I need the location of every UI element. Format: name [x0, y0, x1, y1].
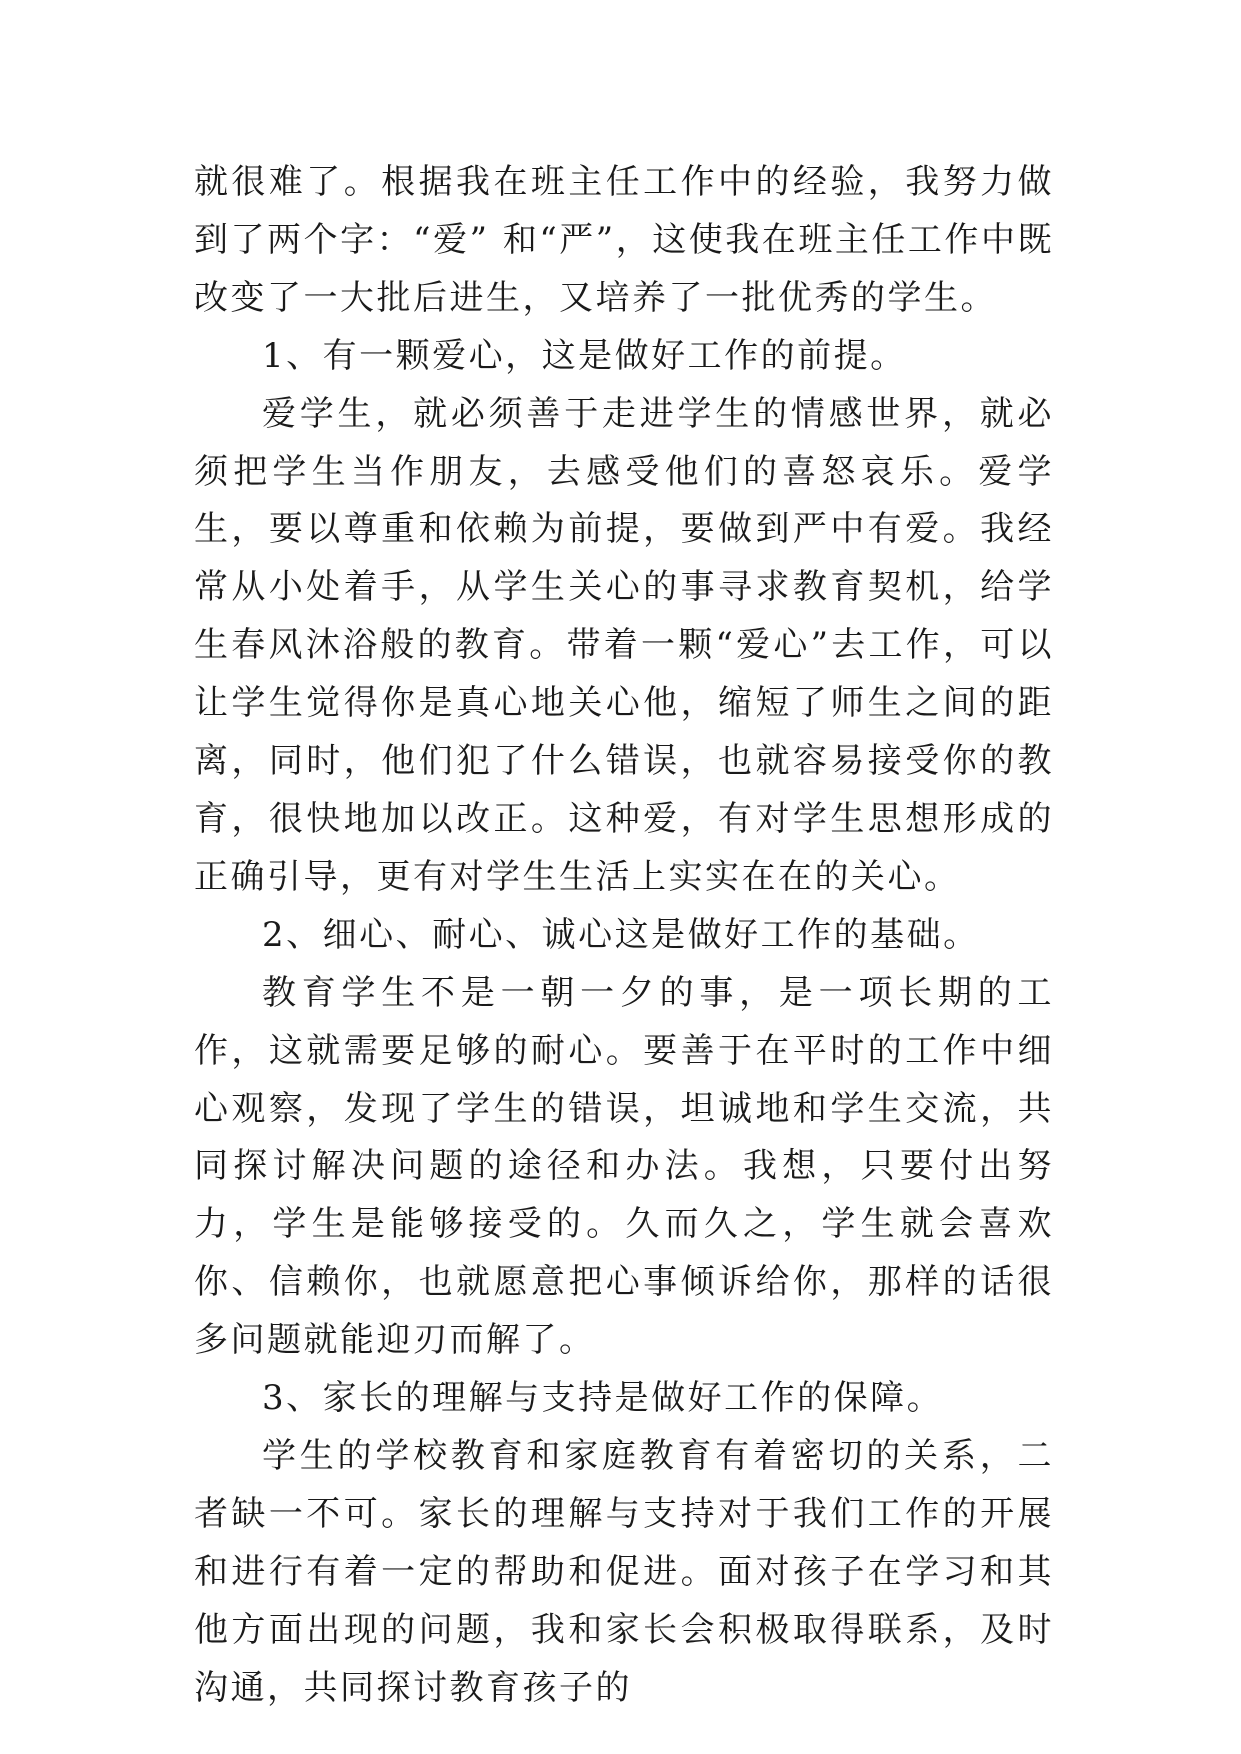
paragraph-continuation: 就很难了。根据我在班主任工作中的经验，我努力做到了两个字：“爱” 和“严”，这使我在班主任工作中既改变了一大批后进生，又培养了一批优秀的学生。 — [194, 162, 1054, 318]
paragraph-love: 爱学生，就必须善于走进学生的情感世界，就必须把学生当作朋友，去感受他们的喜怒哀乐。爱学生，要以尊重和依赖为前提，要做到严中有爱。我经常从小处着手，从学生关心的事寻求教育契机，给学生春风沐浴般的教育。带着一颗“爱心”去工作，可以让学生觉得你是真心地关心他，缩短了师生之间的距离，同时，他们犯了什么错误，也就容易接受你的教育，很快地加以改正。这种爱，有对学生思想形成的正确引导，更有对学生生活上实实在在的关心。 — [194, 393, 1054, 897]
section-heading-2: 2、细心、耐心、诚心这是做好工作的基础。 — [262, 914, 980, 955]
paragraph-patience: 教育学生不是一朝一夕的事，是一项长期的工作，这就需要足够的耐心。要善于在平时的工作中细心观察，发现了学生的错误，坦诚地和学生交流，共同探讨解决问题的途径和办法。我想，只要付出努力，学生是能够接受的。久而久之，学生就会喜欢你、信赖你，也就愿意把心事倾诉给你，那样的话很多问题就能迎刃而解了。 — [194, 972, 1054, 1361]
paragraph-parents: 学生的学校教育和家庭教育有着密切的关系，二者缺一不可。家长的理解与支持对于我们工作的开展和进行有着一定的帮助和促进。面对孩子在学习和其他方面出现的问题，我和家长会积极取得联系，及时沟通，共同探讨教育孩子的 — [194, 1435, 1054, 1708]
section-heading-1: 1、有一颗爱心，这是做好工作的前提。 — [262, 335, 907, 376]
document-body — [194, 154, 1054, 1717]
section-heading-3: 3、家长的理解与支持是做好工作的保障。 — [262, 1378, 944, 1419]
